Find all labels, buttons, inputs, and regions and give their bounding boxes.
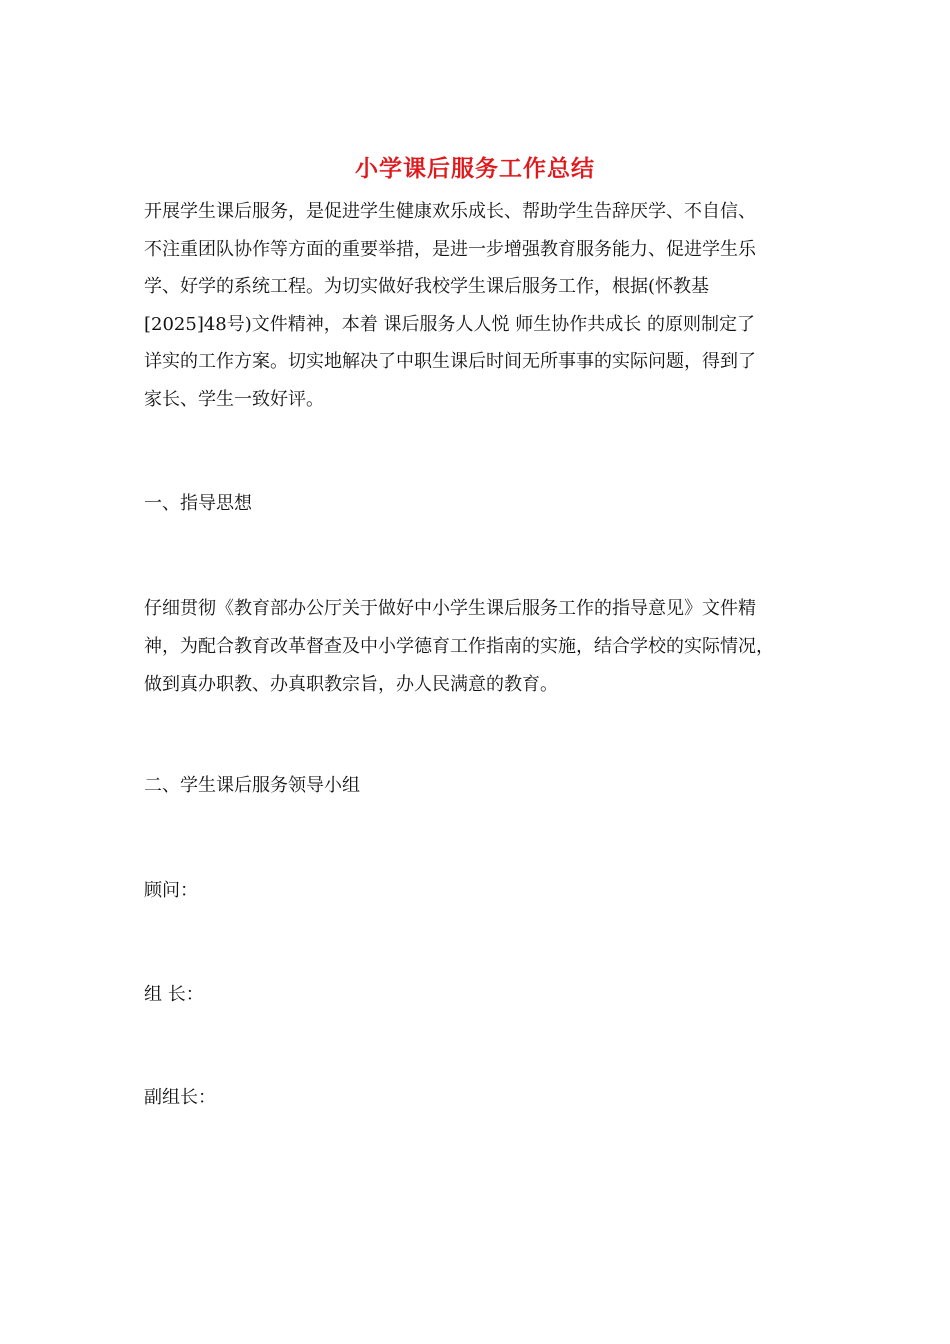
advisor-label: 顾问： [144, 880, 198, 901]
intro-line: [2025]48号)文件精神，本着 课后服务人人悦 师生协作共成长 的原则制定了 [144, 313, 755, 335]
section-heading-leadership-group: 二、学生课后服务领导小组 [144, 775, 360, 796]
intro-line: 开展学生课后服务，是促进学生健康欢乐成长、帮助学生告辞厌学、不自信、 [144, 201, 756, 222]
deputy-leader-label: 副组长： [144, 1087, 216, 1108]
intro-line: 不注重团队协作等方面的重要举措，是进一步增强教育服务能力、促进学生乐 [144, 238, 756, 260]
section-heading-guiding-ideology: 一、指导思想 [144, 493, 252, 514]
intro-line: 学、好学的系统工程。为切实做好我校学生课后服务工作，根据(怀教基 [144, 276, 710, 297]
intro-paragraph [144, 193, 809, 418]
intro-line: 详实的工作方案。切实地解决了中职生课后时间无所事事的实际问题，得到了 [144, 351, 756, 372]
guiding-line: 仔细贯彻《教育部办公厅关于做好中小学生课后服务工作的指导意见》文件精 [144, 598, 756, 619]
guiding-line: 神，为配合教育改革督查及中小学德育工作指南的实施，结合学校的实际情况， [144, 636, 774, 657]
intro-line: 家长、学生一致好评。 [144, 388, 324, 410]
document-title: 小学课后服务工作总结 [355, 155, 595, 182]
group-leader-label: 组 长： [144, 984, 204, 1005]
guiding-ideology-paragraph [144, 590, 809, 704]
guiding-line: 做到真办职教、办真职教宗旨，办人民满意的教育。 [144, 674, 558, 695]
